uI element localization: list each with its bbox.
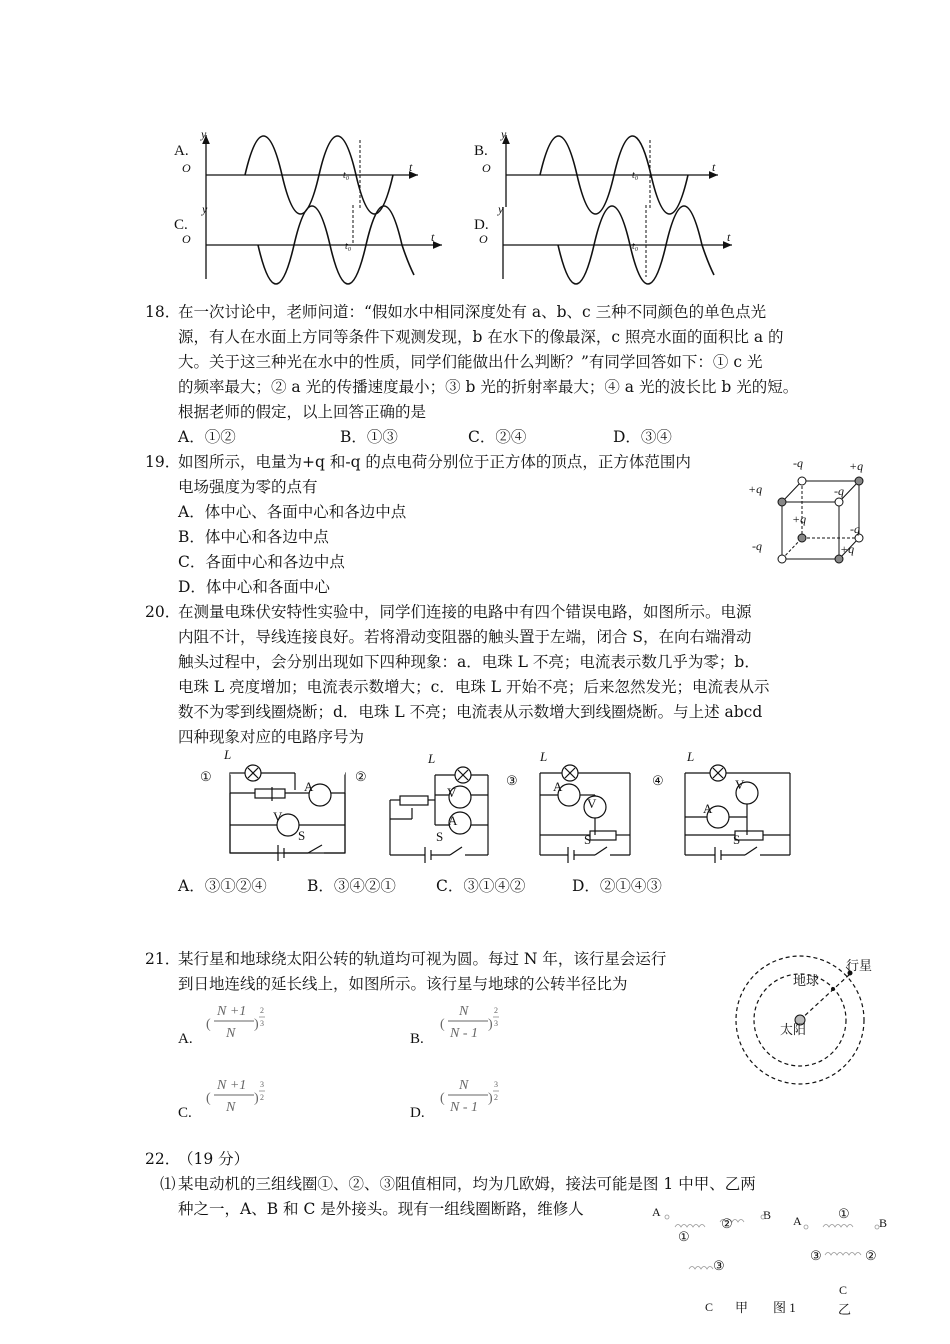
q20-option-a: A．③①②④ bbox=[178, 877, 267, 895]
svg-text:2: 2 bbox=[260, 1093, 264, 1102]
q22-text: 某电动机的三组线圈①、②、③阻值相同，均为几欧姆，接法可能是图 1 中甲、乙两 种之一，A、B 和 C 是外接头。现有一组线圈断路，维修人 bbox=[178, 1175, 756, 1218]
svg-text:L: L bbox=[224, 747, 232, 762]
svg-text:B: B bbox=[879, 1216, 888, 1230]
svg-text:②: ② bbox=[865, 1248, 877, 1263]
svg-text:③: ③ bbox=[810, 1248, 822, 1263]
svg-text:+q: +q bbox=[792, 512, 807, 526]
svg-text:-q: -q bbox=[793, 456, 803, 470]
svg-text:V: V bbox=[587, 796, 597, 811]
cube-diagram bbox=[740, 455, 880, 570]
svg-text:3: 3 bbox=[494, 1019, 498, 1028]
svg-text:(: ( bbox=[206, 1091, 211, 1106]
q20-option-d: D．②①④③ bbox=[572, 877, 662, 895]
svg-text:t₀: t₀ bbox=[632, 241, 639, 252]
q22-sub-number: ⑴ bbox=[160, 1175, 176, 1193]
svg-text:A: A bbox=[652, 1205, 661, 1219]
sun-label: 太阳 bbox=[780, 1022, 807, 1037]
svg-text:O: O bbox=[482, 161, 491, 175]
svg-text:2: 2 bbox=[260, 1006, 264, 1015]
svg-text:V: V bbox=[735, 777, 745, 792]
q21-option-a: A. bbox=[178, 1031, 193, 1047]
graph-label-c: C. bbox=[174, 217, 188, 233]
q19-text: 如图所示，电量为+q 和-q 的点电荷分别位于正方体的顶点，正方体范围内 电场强度为零的点有 A．体中心、各面中心和各边中点 B．体中心和各边中点 C．各面中心和各边中点 D．体中心和各面中心 bbox=[178, 453, 691, 596]
planet-label: 行星 bbox=[846, 958, 873, 973]
q18-option-b: B．①③ bbox=[340, 428, 398, 446]
svg-text:y: y bbox=[202, 202, 208, 216]
circuit-num-3: ③ bbox=[506, 773, 518, 788]
svg-text:N: N bbox=[459, 1004, 469, 1019]
svg-text:L: L bbox=[428, 751, 436, 766]
circuit-num-2: ② bbox=[355, 769, 367, 784]
q22-score: （19 分） bbox=[178, 1150, 250, 1168]
q18-text: 在一次讨论中，老师问道：“假如水中相同深度处有 a、b、c 三种不同颜色的单色点光 源，有人在水面上方同等条件下观测发现，b 在水下的像最深，c 照亮水面的面积比 a 的 大。关于这三种光在水中的性质，同学们能做出什么判断？”有同学回答如下：① c 光 的频率最大；② a 光的传播速度最小；③ b 光的折射率最大；④ a 光的波长比 b 光的短。 根据老师的假定，以上回答正确的是 bbox=[178, 303, 799, 421]
svg-text:①: ① bbox=[678, 1229, 690, 1244]
svg-text:A: A bbox=[793, 1214, 802, 1228]
svg-text:N - 1: N - 1 bbox=[450, 1100, 478, 1115]
svg-text:B: B bbox=[763, 1208, 772, 1222]
circuit-diagrams bbox=[190, 745, 800, 865]
figure-jia: 甲 bbox=[735, 1300, 749, 1315]
q18-option-a: A．①② bbox=[178, 428, 236, 446]
svg-text:2: 2 bbox=[494, 1006, 498, 1015]
svg-text:S: S bbox=[298, 828, 306, 843]
svg-text:+q: +q bbox=[849, 459, 864, 473]
q21-option-c: C. bbox=[178, 1105, 192, 1121]
svg-text:t₀: t₀ bbox=[343, 170, 350, 181]
svg-text:N - 1: N - 1 bbox=[450, 1026, 478, 1041]
svg-text:O: O bbox=[479, 232, 488, 246]
svg-text:t₀: t₀ bbox=[345, 241, 352, 252]
earth-label: 地球 bbox=[793, 973, 820, 988]
svg-text:t: t bbox=[712, 160, 716, 174]
q21-option-d: D. bbox=[410, 1105, 425, 1121]
q21-options bbox=[170, 995, 550, 1125]
svg-text:C: C bbox=[839, 1283, 848, 1297]
svg-text:-q: -q bbox=[752, 539, 762, 553]
q20-option-b: B．③④②① bbox=[307, 877, 396, 895]
earth-icon bbox=[831, 987, 835, 991]
circuit-1 bbox=[230, 765, 345, 861]
q21-text: 某行星和地球绕太阳公转的轨道均可视为圆。每过 N 年，该行星会运行 到日地连线的延长线上，如图所示。该行星与地球的公转半径比为 bbox=[178, 950, 667, 993]
circuit-num-1: ① bbox=[200, 769, 212, 784]
svg-text:3: 3 bbox=[260, 1019, 264, 1028]
svg-text:L: L bbox=[540, 749, 548, 764]
svg-text:): ) bbox=[254, 1091, 259, 1106]
svg-text:N +1: N +1 bbox=[217, 1078, 247, 1093]
svg-text:S: S bbox=[733, 832, 741, 847]
svg-text:y: y bbox=[201, 127, 207, 141]
svg-text:t: t bbox=[409, 160, 413, 174]
svg-text:t: t bbox=[431, 230, 435, 244]
svg-text:V: V bbox=[273, 809, 283, 824]
svg-text:y: y bbox=[498, 202, 504, 216]
svg-text:L: L bbox=[687, 749, 695, 764]
svg-text:③: ③ bbox=[713, 1258, 725, 1273]
svg-text:C: C bbox=[705, 1300, 714, 1314]
svg-text:②: ② bbox=[721, 1216, 733, 1231]
svg-text:A: A bbox=[703, 801, 713, 816]
q21-option-b: B. bbox=[410, 1031, 424, 1047]
q20-option-c: C．③①④② bbox=[436, 877, 526, 895]
svg-text:2: 2 bbox=[494, 1093, 498, 1102]
svg-text:①: ① bbox=[838, 1206, 850, 1221]
svg-text:A: A bbox=[553, 779, 563, 794]
svg-text:): ) bbox=[488, 1017, 493, 1032]
q21-number: 21． bbox=[145, 950, 181, 968]
svg-text:(: ( bbox=[206, 1017, 211, 1032]
svg-text:N: N bbox=[226, 1026, 236, 1041]
graph-label-d: D. bbox=[474, 217, 489, 233]
svg-text:O: O bbox=[182, 161, 191, 175]
graph-label-b: B. bbox=[474, 143, 488, 159]
q18-option-d: D．③④ bbox=[613, 428, 672, 446]
svg-text:S: S bbox=[436, 829, 444, 844]
svg-text:): ) bbox=[254, 1017, 259, 1032]
svg-text:A: A bbox=[448, 813, 458, 828]
svg-text:-q: -q bbox=[850, 522, 860, 536]
figure-caption: 图 1 bbox=[773, 1300, 796, 1315]
circuit-num-4: ④ bbox=[652, 773, 664, 788]
svg-text:(: ( bbox=[440, 1091, 445, 1106]
svg-text:S: S bbox=[584, 832, 592, 847]
svg-text:): ) bbox=[488, 1091, 493, 1106]
circuit-2 bbox=[390, 767, 488, 863]
q22-number: 22． bbox=[145, 1150, 181, 1168]
coil-figure bbox=[645, 1198, 905, 1318]
svg-text:N: N bbox=[226, 1100, 236, 1115]
svg-text:t: t bbox=[727, 230, 731, 244]
orbit-diagram bbox=[730, 950, 880, 1090]
q19-number: 19． bbox=[145, 453, 181, 471]
q18-number: 18． bbox=[145, 303, 181, 321]
svg-text:A: A bbox=[304, 779, 314, 794]
svg-text:+q: +q bbox=[840, 542, 855, 556]
figure-yi: 乙 bbox=[838, 1302, 852, 1317]
svg-text:N +1: N +1 bbox=[217, 1004, 247, 1019]
svg-text:N: N bbox=[459, 1078, 469, 1093]
svg-text:3: 3 bbox=[494, 1080, 498, 1089]
q18-option-c: C．②④ bbox=[468, 428, 527, 446]
svg-text:y: y bbox=[501, 127, 507, 141]
svg-text:+q: +q bbox=[748, 482, 763, 496]
svg-text:-q: -q bbox=[834, 484, 844, 498]
svg-text:t₀: t₀ bbox=[632, 170, 639, 181]
svg-text:(: ( bbox=[440, 1017, 445, 1032]
wave-graphs-svg bbox=[160, 125, 760, 285]
graph-label-a: A. bbox=[174, 143, 189, 159]
svg-text:3: 3 bbox=[260, 1080, 264, 1089]
svg-text:V: V bbox=[447, 785, 457, 800]
svg-text:O: O bbox=[182, 232, 191, 246]
q20-number: 20． bbox=[145, 603, 181, 621]
q20-text: 在测量电珠伏安特性实验中，同学们连接的电路中有四个错误电路，如图所示。电源 内阻不计，导线连接良好。若将滑动变阻器的触头置于左端，闭合 S，在向右端滑动 触头过程中，会分别出现如下四种现象：a．电珠 L 不亮；电流表示数几乎为零；b． 电珠 L 亮度增加；电流表示数增大；c．电珠 L 开始不亮；后来忽然发光；电流表从示 数不为零到线圈烧断；d．电珠 L 不亮；电流表从示数增大到线圈烧断。与上述 abcd 四种现象对应的电路序号为 bbox=[178, 603, 770, 746]
